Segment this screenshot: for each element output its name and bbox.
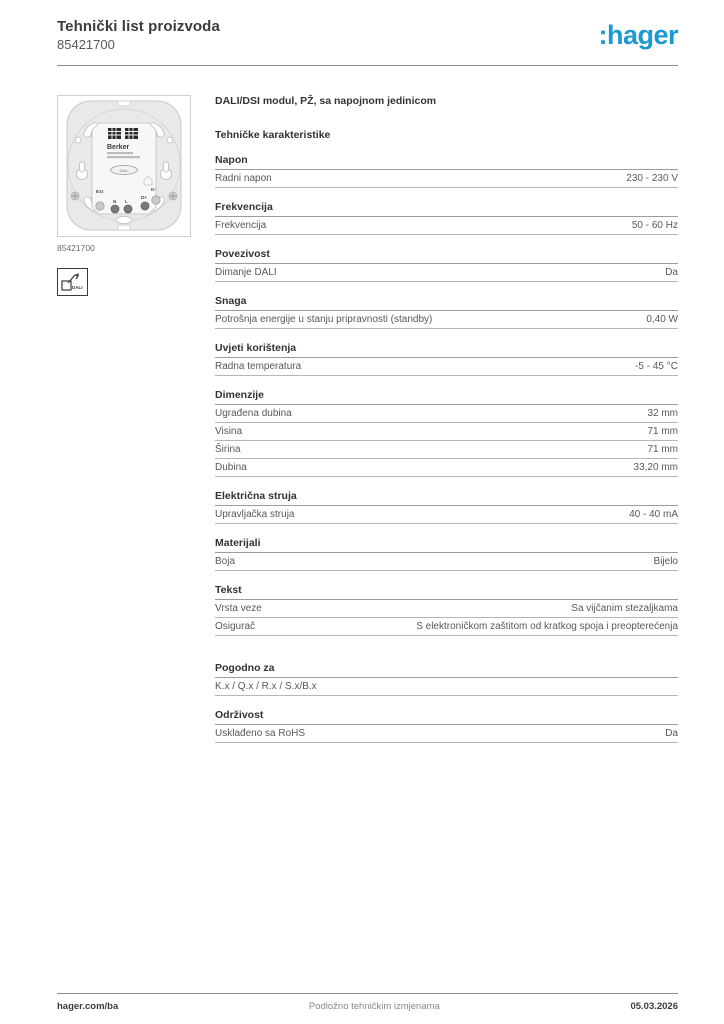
row-value: Da xyxy=(665,727,678,739)
row-value: 71 mm xyxy=(647,425,678,437)
spec-column xyxy=(215,95,678,743)
row-label: Vrsta veze xyxy=(215,602,262,614)
spec-section xyxy=(215,537,678,571)
spec-sections xyxy=(215,154,678,743)
product-image xyxy=(57,95,191,237)
table-row xyxy=(215,678,678,696)
row-value: 33,20 mm xyxy=(633,461,678,473)
header-divider xyxy=(57,65,678,66)
section-title: Uvjeti korištenja xyxy=(215,342,678,358)
spec-section xyxy=(215,248,678,282)
section-title: Napon xyxy=(215,154,678,170)
row-value: 0,40 W xyxy=(646,313,678,325)
spec-section xyxy=(215,709,678,743)
row-label: Usklađeno sa RoHS xyxy=(215,727,306,739)
row-label: Visina xyxy=(215,425,243,437)
row-label: Osigurač xyxy=(215,620,256,632)
row-value: 40 - 40 mA xyxy=(629,508,678,520)
product-title: DALI/DSI modul, PŽ, sa napojnom jedinicom xyxy=(215,95,437,107)
section-title: Snaga xyxy=(215,295,678,311)
device-brand-text: Berker xyxy=(107,144,130,151)
row-value: 32 mm xyxy=(647,407,678,419)
section-rows xyxy=(215,725,678,743)
row-label: Boja xyxy=(215,555,236,567)
spec-section xyxy=(215,584,678,636)
row-label: Dubina xyxy=(215,461,247,473)
table-row xyxy=(215,553,678,571)
table-row xyxy=(215,459,678,477)
spec-heading: Tehničke karakteristike xyxy=(215,129,331,141)
section-rows xyxy=(215,600,678,636)
footer-disclaimer: Podložno tehničkim izmjenama xyxy=(308,1001,440,1012)
table-row xyxy=(215,600,678,618)
section-rows xyxy=(215,217,678,235)
header xyxy=(57,18,678,66)
svg-text:Ext: Ext xyxy=(96,189,104,194)
spec-section xyxy=(215,154,678,188)
device-badge-text: DALI xyxy=(119,168,129,173)
table-row xyxy=(215,170,678,188)
svg-text:D-: D- xyxy=(151,187,156,192)
table-row xyxy=(215,264,678,282)
spec-section xyxy=(215,342,678,376)
section-title: Frekvencija xyxy=(215,201,678,217)
table-row xyxy=(215,441,678,459)
row-label: Frekvencija xyxy=(215,219,267,231)
product-image-caption: 85421700 xyxy=(57,243,95,253)
table-row xyxy=(215,423,678,441)
table-row xyxy=(215,405,678,423)
row-label: Radna temperatura xyxy=(215,360,302,372)
dali-dimmer-icon xyxy=(59,270,86,294)
table-row xyxy=(215,217,678,235)
section-title: Dimenzije xyxy=(215,389,678,405)
header-titles xyxy=(57,18,220,52)
row-value: 71 mm xyxy=(647,443,678,455)
row-value: 230 - 230 V xyxy=(626,172,678,184)
hager-logo: :hager xyxy=(598,20,678,50)
product-id: 85421700 xyxy=(57,37,115,52)
section-title: Tekst xyxy=(215,584,678,600)
section-rows xyxy=(215,553,678,571)
spec-section xyxy=(215,295,678,329)
left-column xyxy=(57,95,191,296)
section-title: Povezivost xyxy=(215,248,678,264)
row-label: Ugrađena dubina xyxy=(215,407,292,419)
row-value: Da xyxy=(665,266,678,278)
row-value: Bijelo xyxy=(653,555,678,567)
row-label: Radni napon xyxy=(215,172,272,184)
row-value: 50 - 60 Hz xyxy=(631,219,678,231)
section-rows xyxy=(215,358,678,376)
spec-section xyxy=(215,662,678,696)
section-rows xyxy=(215,506,678,524)
flush-mount-module-drawing xyxy=(58,96,190,236)
page-title: Tehnički list proizvoda xyxy=(57,18,220,35)
svg-text:L: L xyxy=(125,199,128,204)
table-row xyxy=(215,358,678,376)
spec-section xyxy=(215,490,678,524)
spec-section xyxy=(215,389,678,477)
row-value: -5 - 45 °C xyxy=(635,360,678,372)
row-label: Dimanje DALI xyxy=(215,266,277,278)
footer-website: hager.com/ba xyxy=(57,1001,119,1012)
row-label: K.x / Q.x / R.x / S.x/B.x xyxy=(215,680,317,692)
section-title: Održivost xyxy=(215,709,678,725)
table-row xyxy=(215,618,678,636)
section-rows xyxy=(215,170,678,188)
section-title: Električna struja xyxy=(215,490,678,506)
section-rows xyxy=(215,264,678,282)
dali-pictogram xyxy=(57,268,88,296)
svg-text:D+: D+ xyxy=(141,195,148,200)
table-row xyxy=(215,311,678,329)
section-rows xyxy=(215,311,678,329)
svg-text:DALI: DALI xyxy=(72,285,83,290)
table-row xyxy=(215,725,678,743)
section-rows xyxy=(215,405,678,477)
section-rows xyxy=(215,678,678,696)
svg-text:N: N xyxy=(113,199,117,204)
table-row xyxy=(215,506,678,524)
row-label: Upravljačka struja xyxy=(215,508,295,520)
row-value: Sa vijčanim stezaljkama xyxy=(571,602,678,614)
footer-date: 05.03.2026 xyxy=(630,1001,678,1012)
row-label: Potrošnja energije u stanju pripravnosti (standby) xyxy=(215,313,433,325)
row-value: S elektroničkom zaštitom od kratkog spoja i preopterećenja xyxy=(416,620,678,632)
section-title: Pogodno za xyxy=(215,662,678,678)
spec-section xyxy=(215,201,678,235)
footer xyxy=(57,993,678,1012)
section-title: Materijali xyxy=(215,537,678,553)
row-label: Širina xyxy=(215,443,241,455)
